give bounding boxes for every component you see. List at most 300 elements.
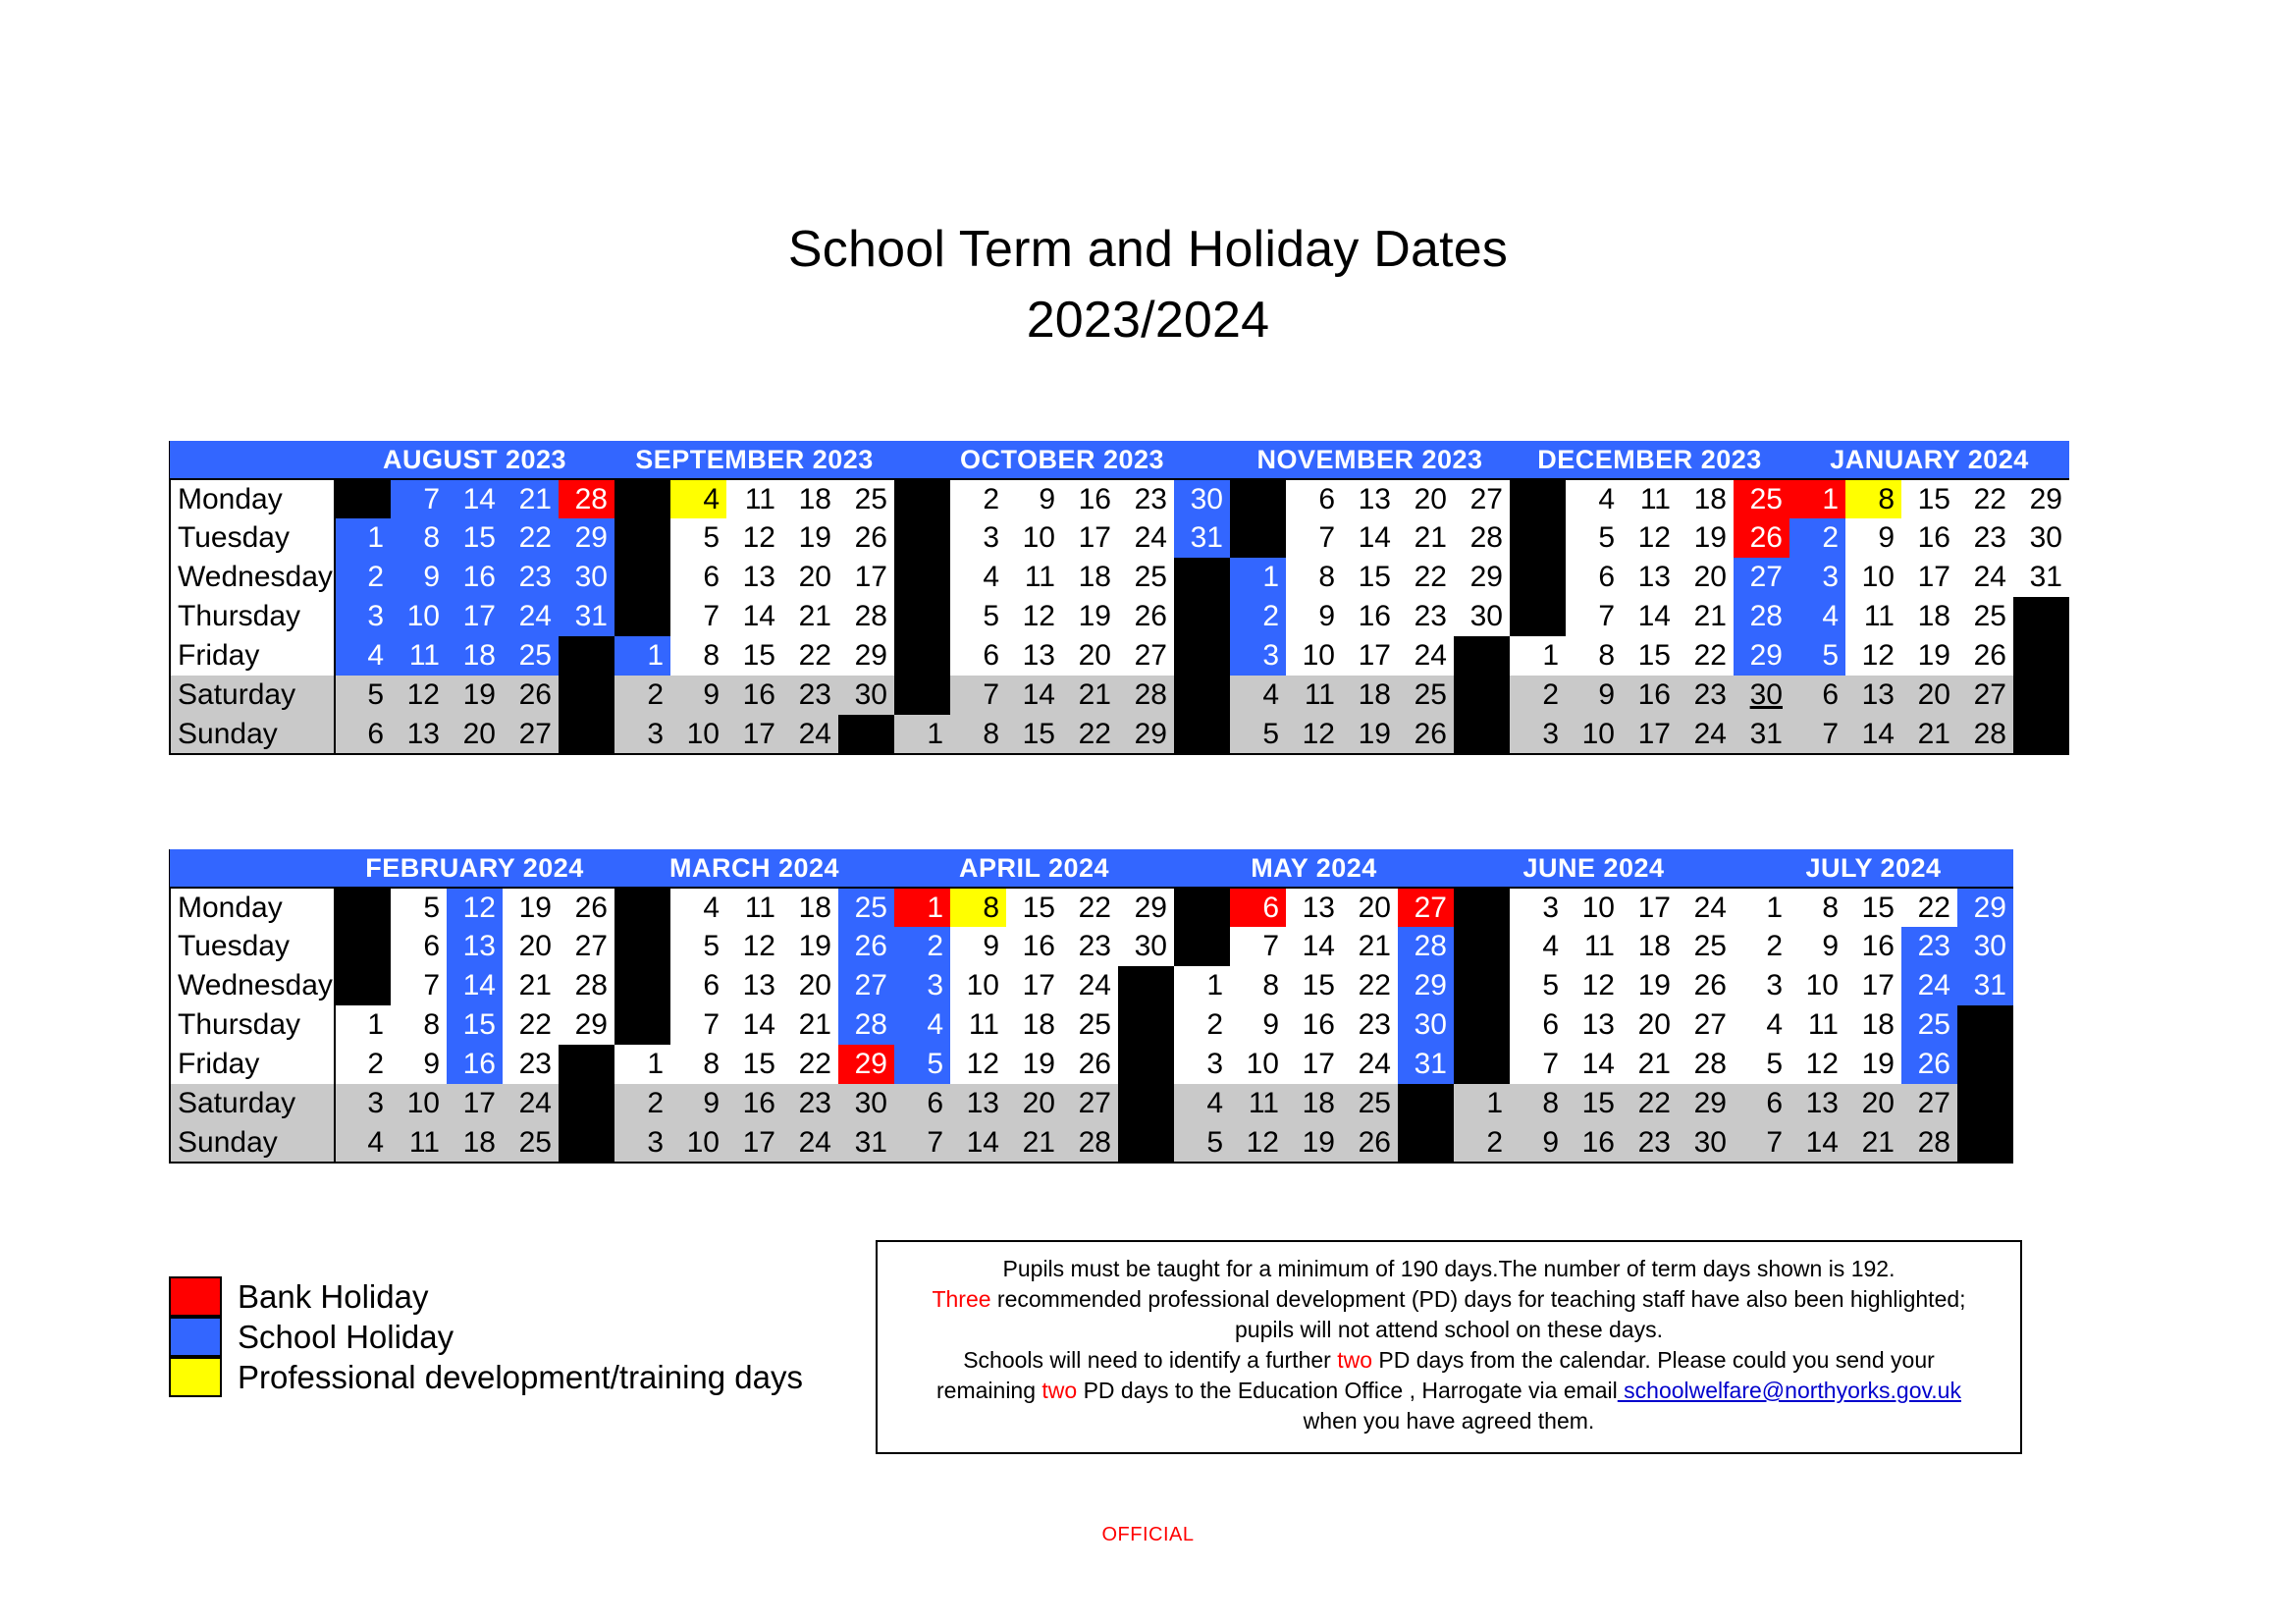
date-cell-june-2024-23: 23 xyxy=(1622,1123,1678,1163)
date-cell-september-2023-4: 4 xyxy=(670,479,726,518)
calendar-row-wednesday xyxy=(170,558,2069,597)
date-cell-december-2023-27: 27 xyxy=(1734,558,1789,597)
date-cell-february-2024-4: 4 xyxy=(335,1123,391,1163)
date-cell-november-2023-7: 7 xyxy=(1286,518,1342,558)
date-cell-october-2023-6: 6 xyxy=(950,636,1006,676)
calendar-row-saturday xyxy=(170,1084,2013,1123)
date-cell-may-2024-16: 16 xyxy=(1286,1005,1342,1045)
date-cell-july-2024-17: 17 xyxy=(1845,966,1901,1005)
date-cell-june-2024-5: 5 xyxy=(1510,966,1566,1005)
empty-cell-december-2023 xyxy=(1510,558,1566,597)
date-cell-july-2024-20: 20 xyxy=(1845,1084,1901,1123)
date-cell-november-2023-6: 6 xyxy=(1286,479,1342,518)
date-cell-january-2024-6: 6 xyxy=(1789,676,1845,715)
empty-cell-september-2023 xyxy=(614,558,670,597)
date-cell-december-2023-18: 18 xyxy=(1678,479,1734,518)
date-cell-april-2024-17: 17 xyxy=(1006,966,1062,1005)
date-cell-july-2024-8: 8 xyxy=(1789,888,1845,927)
day-name-saturday: Saturday xyxy=(170,676,335,715)
date-cell-july-2024-2: 2 xyxy=(1734,927,1789,966)
date-cell-march-2024-8: 8 xyxy=(670,1045,726,1084)
date-cell-march-2024-31: 31 xyxy=(838,1123,894,1163)
date-cell-june-2024-19: 19 xyxy=(1622,966,1678,1005)
date-cell-november-2023-20: 20 xyxy=(1398,479,1454,518)
date-cell-november-2023-25: 25 xyxy=(1398,676,1454,715)
calendar-row-sunday xyxy=(170,1123,2013,1163)
date-cell-january-2024-18: 18 xyxy=(1901,597,1957,636)
date-cell-july-2024-30: 30 xyxy=(1957,927,2013,966)
date-cell-november-2023-2: 2 xyxy=(1230,597,1286,636)
date-cell-july-2024-28: 28 xyxy=(1901,1123,1957,1163)
date-cell-june-2024-14: 14 xyxy=(1566,1045,1622,1084)
date-cell-september-2023-29: 29 xyxy=(838,636,894,676)
empty-cell-october-2023 xyxy=(1174,715,1230,754)
date-cell-may-2024-30: 30 xyxy=(1398,1005,1454,1045)
date-cell-june-2024-22: 22 xyxy=(1622,1084,1678,1123)
date-cell-november-2023-21: 21 xyxy=(1398,518,1454,558)
date-cell-july-2024-12: 12 xyxy=(1789,1045,1845,1084)
date-cell-august-2023-10: 10 xyxy=(391,597,447,636)
date-cell-september-2023-3: 3 xyxy=(614,715,670,754)
date-cell-october-2023-20: 20 xyxy=(1062,636,1118,676)
date-cell-july-2024-18: 18 xyxy=(1845,1005,1901,1045)
empty-cell-november-2023 xyxy=(1454,676,1510,715)
date-cell-april-2024-18: 18 xyxy=(1006,1005,1062,1045)
calendar-corner-cell xyxy=(170,441,335,479)
date-cell-january-2024-16: 16 xyxy=(1901,518,1957,558)
date-cell-october-2023-29: 29 xyxy=(1118,715,1174,754)
date-cell-february-2024-20: 20 xyxy=(503,927,559,966)
date-cell-june-2024-1: 1 xyxy=(1454,1084,1510,1123)
date-cell-december-2023-7: 7 xyxy=(1566,597,1622,636)
empty-cell-march-2024 xyxy=(614,927,670,966)
date-cell-june-2024-21: 21 xyxy=(1622,1045,1678,1084)
date-cell-december-2023-4: 4 xyxy=(1566,479,1622,518)
legend-swatch-icon-2 xyxy=(169,1357,222,1397)
empty-cell-july-2024 xyxy=(1957,1084,2013,1123)
date-cell-february-2024-3: 3 xyxy=(335,1084,391,1123)
calendar-row-thursday xyxy=(170,1005,2013,1045)
date-cell-august-2023-8: 8 xyxy=(391,518,447,558)
date-cell-july-2024-16: 16 xyxy=(1845,927,1901,966)
date-cell-may-2024-18: 18 xyxy=(1286,1084,1342,1123)
date-cell-august-2023-25: 25 xyxy=(503,636,559,676)
empty-cell-august-2023 xyxy=(559,715,614,754)
date-cell-december-2023-12: 12 xyxy=(1622,518,1678,558)
date-cell-may-2024-19: 19 xyxy=(1286,1123,1342,1163)
date-cell-october-2023-24: 24 xyxy=(1118,518,1174,558)
date-cell-july-2024-14: 14 xyxy=(1789,1123,1845,1163)
date-cell-march-2024-7: 7 xyxy=(670,1005,726,1045)
empty-cell-november-2023 xyxy=(1230,518,1286,558)
empty-cell-october-2023 xyxy=(894,558,950,597)
date-cell-august-2023-16: 16 xyxy=(447,558,503,597)
date-cell-december-2023-17: 17 xyxy=(1622,715,1678,754)
date-cell-september-2023-11: 11 xyxy=(726,479,782,518)
date-cell-march-2024-10: 10 xyxy=(670,1123,726,1163)
empty-cell-may-2024 xyxy=(1174,927,1230,966)
date-cell-july-2024-7: 7 xyxy=(1734,1123,1789,1163)
date-cell-february-2024-25: 25 xyxy=(503,1123,559,1163)
day-name-friday: Friday xyxy=(170,1045,335,1084)
date-cell-april-2024-9: 9 xyxy=(950,927,1006,966)
date-cell-december-2023-9: 9 xyxy=(1566,676,1622,715)
date-cell-february-2024-15: 15 xyxy=(447,1005,503,1045)
date-cell-july-2024-11: 11 xyxy=(1789,1005,1845,1045)
calendar-row-tuesday xyxy=(170,518,2069,558)
title-line-1: School Term and Holiday Dates xyxy=(787,221,1509,278)
notes-three-highlight: Three xyxy=(932,1286,991,1312)
date-cell-february-2024-28: 28 xyxy=(559,966,614,1005)
notes-line-5-b: PD days to the Education Office , Harrogate via email xyxy=(1077,1378,1618,1403)
date-cell-april-2024-3: 3 xyxy=(894,966,950,1005)
day-name-tuesday: Tuesday xyxy=(170,927,335,966)
date-cell-march-2024-6: 6 xyxy=(670,966,726,1005)
date-cell-september-2023-8: 8 xyxy=(670,636,726,676)
month-header-february-2024: FEBRUARY 2024 xyxy=(335,849,614,888)
empty-cell-april-2024 xyxy=(1118,1045,1174,1084)
date-cell-december-2023-26: 26 xyxy=(1734,518,1789,558)
date-cell-august-2023-13: 13 xyxy=(391,715,447,754)
date-cell-october-2023-10: 10 xyxy=(1006,518,1062,558)
date-cell-march-2024-11: 11 xyxy=(726,888,782,927)
date-cell-may-2024-29: 29 xyxy=(1398,966,1454,1005)
date-cell-may-2024-12: 12 xyxy=(1230,1123,1286,1163)
date-cell-december-2023-5: 5 xyxy=(1566,518,1622,558)
date-cell-january-2024-13: 13 xyxy=(1845,676,1901,715)
date-cell-june-2024-24: 24 xyxy=(1678,888,1734,927)
notes-two-highlight-2: two xyxy=(1041,1378,1078,1403)
empty-cell-september-2023 xyxy=(614,518,670,558)
date-cell-august-2023-21: 21 xyxy=(503,479,559,518)
empty-cell-december-2023 xyxy=(1510,479,1566,518)
date-cell-november-2023-12: 12 xyxy=(1286,715,1342,754)
month-header-june-2024: JUNE 2024 xyxy=(1454,849,1734,888)
date-cell-november-2023-29: 29 xyxy=(1454,558,1510,597)
empty-cell-december-2023 xyxy=(1510,518,1566,558)
date-cell-february-2024-13: 13 xyxy=(447,927,503,966)
date-cell-july-2024-26: 26 xyxy=(1901,1045,1957,1084)
date-cell-september-2023-6: 6 xyxy=(670,558,726,597)
notes-line-4-b: PD days from the calendar. Please could you send your xyxy=(1372,1347,1935,1373)
date-cell-july-2024-9: 9 xyxy=(1789,927,1845,966)
date-cell-february-2024-5: 5 xyxy=(391,888,447,927)
date-cell-june-2024-17: 17 xyxy=(1622,888,1678,927)
empty-cell-march-2024 xyxy=(614,1005,670,1045)
empty-cell-february-2024 xyxy=(335,888,391,927)
date-cell-january-2024-2: 2 xyxy=(1789,518,1845,558)
empty-cell-september-2023 xyxy=(838,715,894,754)
date-cell-december-2023-19: 19 xyxy=(1678,518,1734,558)
date-cell-october-2023-5: 5 xyxy=(950,597,1006,636)
empty-cell-november-2023 xyxy=(1454,715,1510,754)
date-cell-december-2023-21: 21 xyxy=(1678,597,1734,636)
date-cell-january-2024-1: 1 xyxy=(1789,479,1845,518)
date-cell-august-2023-19: 19 xyxy=(447,676,503,715)
date-cell-november-2023-28: 28 xyxy=(1454,518,1510,558)
date-cell-august-2023-22: 22 xyxy=(503,518,559,558)
page-title xyxy=(0,214,2296,355)
date-cell-july-2024-1: 1 xyxy=(1734,888,1789,927)
date-cell-february-2024-6: 6 xyxy=(391,927,447,966)
date-cell-december-2023-28: 28 xyxy=(1734,597,1789,636)
date-cell-february-2024-24: 24 xyxy=(503,1084,559,1123)
notes-line-4-a: Schools will need to identify a further xyxy=(963,1347,1338,1373)
date-cell-january-2024-28: 28 xyxy=(1957,715,2013,754)
date-cell-november-2023-4: 4 xyxy=(1230,676,1286,715)
empty-cell-january-2024 xyxy=(2013,636,2069,676)
date-cell-september-2023-16: 16 xyxy=(726,676,782,715)
notes-line-1: Pupils must be taught for a minimum of 190 days.The number of term days shown is 192. xyxy=(1002,1256,1896,1281)
empty-cell-april-2024 xyxy=(1118,1005,1174,1045)
date-cell-august-2023-5: 5 xyxy=(335,676,391,715)
date-cell-december-2023-3: 3 xyxy=(1510,715,1566,754)
date-cell-january-2024-14: 14 xyxy=(1845,715,1901,754)
date-cell-may-2024-9: 9 xyxy=(1230,1005,1286,1045)
calendar-row-wednesday xyxy=(170,966,2013,1005)
date-cell-march-2024-12: 12 xyxy=(726,927,782,966)
date-cell-october-2023-21: 21 xyxy=(1062,676,1118,715)
date-cell-april-2024-14: 14 xyxy=(950,1123,1006,1163)
date-cell-april-2024-16: 16 xyxy=(1006,927,1062,966)
month-header-december-2023: DECEMBER 2023 xyxy=(1510,441,1789,479)
date-cell-august-2023-30: 30 xyxy=(559,558,614,597)
day-name-thursday: Thursday xyxy=(170,1005,335,1045)
legend-item-1 xyxy=(169,1317,803,1357)
date-cell-may-2024-14: 14 xyxy=(1286,927,1342,966)
date-cell-june-2024-3: 3 xyxy=(1510,888,1566,927)
empty-cell-october-2023 xyxy=(894,518,950,558)
date-cell-july-2024-13: 13 xyxy=(1789,1084,1845,1123)
date-cell-october-2023-17: 17 xyxy=(1062,518,1118,558)
date-cell-january-2024-10: 10 xyxy=(1845,558,1901,597)
calendar-row-monday xyxy=(170,888,2013,927)
date-cell-august-2023-26: 26 xyxy=(503,676,559,715)
date-cell-june-2024-26: 26 xyxy=(1678,966,1734,1005)
calendar-row-tuesday xyxy=(170,927,2013,966)
date-cell-november-2023-17: 17 xyxy=(1342,636,1398,676)
date-cell-november-2023-1: 1 xyxy=(1230,558,1286,597)
empty-cell-october-2023 xyxy=(1174,558,1230,597)
notes-line-4 xyxy=(891,1345,2006,1376)
date-cell-january-2024-15: 15 xyxy=(1901,479,1957,518)
empty-cell-april-2024 xyxy=(1118,1123,1174,1163)
legend-swatch-icon-0 xyxy=(169,1276,222,1317)
day-name-friday: Friday xyxy=(170,636,335,676)
date-cell-march-2024-5: 5 xyxy=(670,927,726,966)
date-cell-february-2024-11: 11 xyxy=(391,1123,447,1163)
notes-line-5 xyxy=(891,1376,2006,1406)
date-cell-july-2024-3: 3 xyxy=(1734,966,1789,1005)
date-cell-august-2023-6: 6 xyxy=(335,715,391,754)
date-cell-april-2024-4: 4 xyxy=(894,1005,950,1045)
date-cell-may-2024-13: 13 xyxy=(1286,888,1342,927)
date-cell-december-2023-22: 22 xyxy=(1678,636,1734,676)
date-cell-february-2024-7: 7 xyxy=(391,966,447,1005)
date-cell-january-2024-30: 30 xyxy=(2013,518,2069,558)
date-cell-april-2024-8: 8 xyxy=(950,888,1006,927)
date-cell-august-2023-20: 20 xyxy=(447,715,503,754)
date-cell-august-2023-31: 31 xyxy=(559,597,614,636)
calendar-row-friday xyxy=(170,1045,2013,1084)
date-cell-april-2024-12: 12 xyxy=(950,1045,1006,1084)
date-cell-april-2024-1: 1 xyxy=(894,888,950,927)
date-cell-november-2023-27: 27 xyxy=(1454,479,1510,518)
empty-cell-june-2024 xyxy=(1454,1045,1510,1084)
date-cell-october-2023-30: 30 xyxy=(1174,479,1230,518)
date-cell-december-2023-8: 8 xyxy=(1566,636,1622,676)
date-cell-october-2023-12: 12 xyxy=(1006,597,1062,636)
date-cell-december-2023-1: 1 xyxy=(1510,636,1566,676)
date-cell-march-2024-4: 4 xyxy=(670,888,726,927)
date-cell-february-2024-22: 22 xyxy=(503,1005,559,1045)
empty-cell-march-2024 xyxy=(614,888,670,927)
date-cell-august-2023-9: 9 xyxy=(391,558,447,597)
empty-cell-july-2024 xyxy=(1957,1005,2013,1045)
date-cell-march-2024-23: 23 xyxy=(782,1084,838,1123)
empty-cell-june-2024 xyxy=(1454,966,1510,1005)
date-cell-april-2024-13: 13 xyxy=(950,1084,1006,1123)
date-cell-october-2023-7: 7 xyxy=(950,676,1006,715)
date-cell-january-2024-27: 27 xyxy=(1957,676,2013,715)
date-cell-november-2023-9: 9 xyxy=(1286,597,1342,636)
legend-label-0: Bank Holiday xyxy=(238,1277,429,1315)
date-cell-september-2023-19: 19 xyxy=(782,518,838,558)
date-cell-april-2024-6: 6 xyxy=(894,1084,950,1123)
date-cell-september-2023-17: 17 xyxy=(838,558,894,597)
date-cell-november-2023-10: 10 xyxy=(1286,636,1342,676)
date-cell-january-2024-22: 22 xyxy=(1957,479,2013,518)
date-cell-november-2023-16: 16 xyxy=(1342,597,1398,636)
day-name-thursday: Thursday xyxy=(170,597,335,636)
date-cell-august-2023-17: 17 xyxy=(447,597,503,636)
date-cell-september-2023-20: 20 xyxy=(782,558,838,597)
date-cell-july-2024-19: 19 xyxy=(1845,1045,1901,1084)
date-cell-february-2024-8: 8 xyxy=(391,1005,447,1045)
date-cell-may-2024-10: 10 xyxy=(1230,1045,1286,1084)
date-cell-december-2023-24: 24 xyxy=(1678,715,1734,754)
date-cell-july-2024-15: 15 xyxy=(1845,888,1901,927)
date-cell-february-2024-1: 1 xyxy=(335,1005,391,1045)
day-name-wednesday: Wednesday xyxy=(170,558,335,597)
date-cell-august-2023-4: 4 xyxy=(335,636,391,676)
date-cell-september-2023-5: 5 xyxy=(670,518,726,558)
date-cell-september-2023-14: 14 xyxy=(726,597,782,636)
date-cell-november-2023-14: 14 xyxy=(1342,518,1398,558)
legend-label-2: Professional development/training days xyxy=(238,1358,804,1395)
date-cell-april-2024-22: 22 xyxy=(1062,888,1118,927)
date-cell-june-2024-30: 30 xyxy=(1678,1123,1734,1163)
date-cell-december-2023-14: 14 xyxy=(1622,597,1678,636)
notes-line-5-a: remaining xyxy=(936,1378,1042,1403)
date-cell-june-2024-27: 27 xyxy=(1678,1005,1734,1045)
date-cell-september-2023-1: 1 xyxy=(614,636,670,676)
date-cell-april-2024-21: 21 xyxy=(1006,1123,1062,1163)
empty-cell-february-2024 xyxy=(559,1123,614,1163)
title-line-2: 2023/2024 xyxy=(1026,292,1270,349)
date-cell-january-2024-8: 8 xyxy=(1845,479,1901,518)
date-cell-july-2024-4: 4 xyxy=(1734,1005,1789,1045)
date-cell-december-2023-16: 16 xyxy=(1622,676,1678,715)
date-cell-december-2023-29: 29 xyxy=(1734,636,1789,676)
date-cell-june-2024-16: 16 xyxy=(1566,1123,1622,1163)
empty-cell-june-2024 xyxy=(1454,927,1510,966)
date-cell-october-2023-22: 22 xyxy=(1062,715,1118,754)
empty-cell-february-2024 xyxy=(335,966,391,1005)
date-cell-december-2023-25: 25 xyxy=(1734,479,1789,518)
date-cell-may-2024-3: 3 xyxy=(1174,1045,1230,1084)
date-cell-december-2023-11: 11 xyxy=(1622,479,1678,518)
date-cell-october-2023-2: 2 xyxy=(950,479,1006,518)
empty-cell-september-2023 xyxy=(614,479,670,518)
date-cell-march-2024-27: 27 xyxy=(838,966,894,1005)
date-cell-october-2023-9: 9 xyxy=(1006,479,1062,518)
email-link[interactable]: schoolwelfare@northyorks.gov.uk xyxy=(1617,1378,1961,1403)
date-cell-june-2024-25: 25 xyxy=(1678,927,1734,966)
date-cell-march-2024-1: 1 xyxy=(614,1045,670,1084)
date-cell-october-2023-1: 1 xyxy=(894,715,950,754)
date-cell-october-2023-18: 18 xyxy=(1062,558,1118,597)
empty-cell-october-2023 xyxy=(1174,676,1230,715)
date-cell-june-2024-4: 4 xyxy=(1510,927,1566,966)
date-cell-march-2024-22: 22 xyxy=(782,1045,838,1084)
date-cell-august-2023-3: 3 xyxy=(335,597,391,636)
date-cell-november-2023-11: 11 xyxy=(1286,676,1342,715)
empty-cell-october-2023 xyxy=(1174,597,1230,636)
legend xyxy=(169,1276,803,1397)
date-cell-june-2024-18: 18 xyxy=(1622,927,1678,966)
day-name-sunday: Sunday xyxy=(170,715,335,754)
date-cell-may-2024-11: 11 xyxy=(1230,1084,1286,1123)
empty-cell-october-2023 xyxy=(894,479,950,518)
date-cell-september-2023-17: 17 xyxy=(726,715,782,754)
date-cell-september-2023-26: 26 xyxy=(838,518,894,558)
date-cell-february-2024-9: 9 xyxy=(391,1045,447,1084)
date-cell-august-2023-1: 1 xyxy=(335,518,391,558)
date-cell-september-2023-30: 30 xyxy=(838,676,894,715)
empty-cell-june-2024 xyxy=(1454,888,1510,927)
date-cell-may-2024-15: 15 xyxy=(1286,966,1342,1005)
date-cell-march-2024-19: 19 xyxy=(782,927,838,966)
notes-two-highlight-1: two xyxy=(1337,1347,1372,1373)
calendar-row-top xyxy=(169,441,2069,755)
date-cell-january-2024-20: 20 xyxy=(1901,676,1957,715)
date-cell-april-2024-23: 23 xyxy=(1062,927,1118,966)
calendar-row-bottom xyxy=(169,849,2013,1164)
date-cell-march-2024-9: 9 xyxy=(670,1084,726,1123)
month-header-january-2024: JANUARY 2024 xyxy=(1789,441,2069,479)
day-name-wednesday: Wednesday xyxy=(170,966,335,1005)
date-cell-january-2024-4: 4 xyxy=(1789,597,1845,636)
empty-cell-july-2024 xyxy=(1957,1123,2013,1163)
date-cell-october-2023-25: 25 xyxy=(1118,558,1174,597)
date-cell-january-2024-25: 25 xyxy=(1957,597,2013,636)
date-cell-may-2024-1: 1 xyxy=(1174,966,1230,1005)
date-cell-september-2023-18: 18 xyxy=(782,479,838,518)
date-cell-may-2024-4: 4 xyxy=(1174,1084,1230,1123)
date-cell-june-2024-7: 7 xyxy=(1510,1045,1566,1084)
empty-cell-may-2024 xyxy=(1398,1123,1454,1163)
date-cell-october-2023-13: 13 xyxy=(1006,636,1062,676)
date-cell-october-2023-27: 27 xyxy=(1118,636,1174,676)
date-cell-september-2023-22: 22 xyxy=(782,636,838,676)
legend-label-1: School Holiday xyxy=(238,1318,454,1355)
date-cell-june-2024-13: 13 xyxy=(1566,1005,1622,1045)
date-cell-may-2024-2: 2 xyxy=(1174,1005,1230,1045)
date-cell-april-2024-25: 25 xyxy=(1062,1005,1118,1045)
legend-item-0 xyxy=(169,1276,803,1317)
date-cell-march-2024-3: 3 xyxy=(614,1123,670,1163)
